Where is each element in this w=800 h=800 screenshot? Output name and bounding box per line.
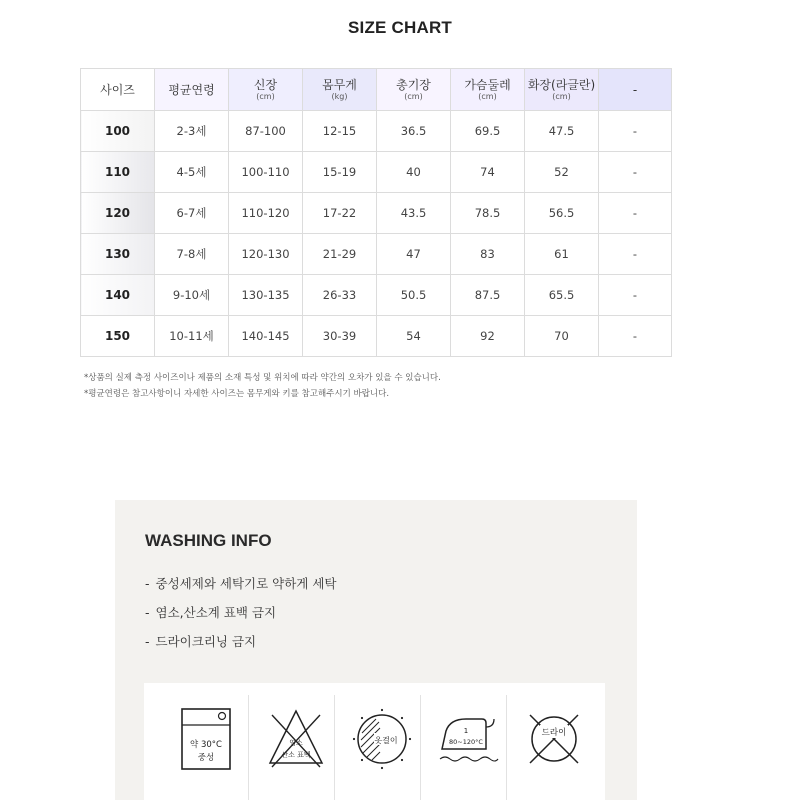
header-label: 사이즈 [100, 83, 135, 97]
table-cell: - [599, 234, 672, 275]
wash-30c-icon [166, 683, 246, 800]
size-cell: 110 [81, 152, 155, 193]
table-row [81, 316, 672, 357]
iron-low-icon [426, 683, 506, 800]
table-cell: 74 [451, 152, 525, 193]
table-row [81, 111, 672, 152]
header-extra [599, 69, 672, 111]
table-cell: 10-11세 [155, 316, 229, 357]
table-cell: 36.5 [377, 111, 451, 152]
table-cell: 17-22 [303, 193, 377, 234]
divider [420, 695, 421, 800]
header-unit: (cm) [478, 92, 497, 101]
header-unit: (cm) [256, 92, 275, 101]
table-cell: 120-130 [229, 234, 303, 275]
table-cell: 61 [525, 234, 599, 275]
list-item [145, 632, 337, 661]
list-item-text: 염소,산소계 표백 금지 [155, 605, 277, 620]
table-cell: 69.5 [451, 111, 525, 152]
header-label: 신장 [253, 78, 278, 92]
header-size [81, 69, 155, 111]
iron-level-label: 1 [463, 727, 469, 735]
table-cell: 87-100 [229, 111, 303, 152]
table-cell: 15-19 [303, 152, 377, 193]
no-bleach-icon [254, 683, 334, 800]
note-line: *상품의 실제 측정 사이즈이나 제품의 소재 특성 및 위치에 따라 약간의 오차가 있을 수 있습니다. [84, 373, 441, 383]
list-dash: - [145, 605, 150, 620]
iron-temp-label: 80~120°C [449, 738, 483, 746]
size-cell: 130 [81, 234, 155, 275]
table-row [81, 234, 672, 275]
washing-instructions-list [145, 574, 337, 661]
table-cell: 9-10세 [155, 275, 229, 316]
table-cell: 92 [451, 316, 525, 357]
table-cell: 47 [377, 234, 451, 275]
size-cell: 100 [81, 111, 155, 152]
list-item [145, 603, 337, 632]
size-notes [84, 370, 441, 402]
table-cell: 47.5 [525, 111, 599, 152]
divider [506, 695, 507, 800]
table-cell: 26-33 [303, 275, 377, 316]
header-label: 몸무게 [322, 78, 357, 92]
list-item [145, 574, 337, 603]
header-unit: (kg) [331, 92, 348, 101]
divider [334, 695, 335, 800]
no-dry-clean-icon [512, 683, 592, 800]
table-cell: 2-3세 [155, 111, 229, 152]
header-label: 가슴둘레 [464, 78, 511, 92]
note-line: *평균연령은 참고사항이니 자세한 사이즈는 몸무게와 키를 참고해주시기 바랍니다. [84, 389, 390, 399]
wash-detergent-label: 중성 [197, 753, 215, 763]
table-cell: 130-135 [229, 275, 303, 316]
header-chest [451, 69, 525, 111]
list-item-text: 드라이크리닝 금지 [155, 634, 257, 649]
table-cell: 83 [451, 234, 525, 275]
table-cell: 87.5 [451, 275, 525, 316]
table-cell: 21-29 [303, 234, 377, 275]
table-cell: - [599, 152, 672, 193]
dry-clean-label: 드라이 [541, 728, 567, 738]
table-cell: - [599, 316, 672, 357]
list-item-text: 중성세제와 세탁기로 약하게 세탁 [155, 576, 337, 591]
list-dash: - [145, 634, 150, 649]
table-row [81, 193, 672, 234]
header-label: - [632, 83, 638, 97]
table-row [81, 152, 672, 193]
header-total-length [377, 69, 451, 111]
table-cell: 40 [377, 152, 451, 193]
table-cell: 4-5세 [155, 152, 229, 193]
table-cell: 65.5 [525, 275, 599, 316]
table-cell: 52 [525, 152, 599, 193]
care-icons-strip [144, 683, 605, 800]
table-cell: 78.5 [451, 193, 525, 234]
header-weight [303, 69, 377, 111]
bleach-chlorine-label: 염소 [289, 739, 303, 747]
list-dash: - [145, 576, 150, 591]
header-sleeve [525, 69, 599, 111]
table-cell: 43.5 [377, 193, 451, 234]
table-cell: 50.5 [377, 275, 451, 316]
table-cell: 110-120 [229, 193, 303, 234]
washing-info-panel [115, 500, 637, 800]
table-cell: - [599, 111, 672, 152]
size-cell: 120 [81, 193, 155, 234]
size-cell: 150 [81, 316, 155, 357]
table-cell: 54 [377, 316, 451, 357]
hang-dry-label: 옷걸이 [374, 736, 398, 745]
header-age [155, 69, 229, 111]
table-cell: 70 [525, 316, 599, 357]
table-cell: 100-110 [229, 152, 303, 193]
divider [248, 695, 249, 800]
table-header-row [81, 69, 672, 111]
table-cell: 6-7세 [155, 193, 229, 234]
header-label: 평균연령 [168, 83, 215, 97]
table-cell: - [599, 193, 672, 234]
table-cell: 56.5 [525, 193, 599, 234]
header-label: 총기장 [396, 78, 431, 92]
table-row [81, 275, 672, 316]
hang-dry-shade-icon [340, 683, 420, 800]
header-unit: (cm) [552, 92, 571, 101]
header-label: 화장(라글란) [527, 78, 596, 92]
size-cell: 140 [81, 275, 155, 316]
wash-temp-label: 약 30°C [190, 740, 222, 750]
page-title: SIZE CHART [348, 18, 452, 37]
header-unit: (cm) [404, 92, 423, 101]
table-cell: 30-39 [303, 316, 377, 357]
table-cell: 12-15 [303, 111, 377, 152]
washing-info-title: WASHING INFO [145, 531, 272, 550]
table-cell: 140-145 [229, 316, 303, 357]
table-cell: - [599, 275, 672, 316]
header-height [229, 69, 303, 111]
table-cell: 7-8세 [155, 234, 229, 275]
bleach-oxygen-label: 산소 표백 [281, 751, 311, 759]
size-chart-table [80, 68, 672, 357]
